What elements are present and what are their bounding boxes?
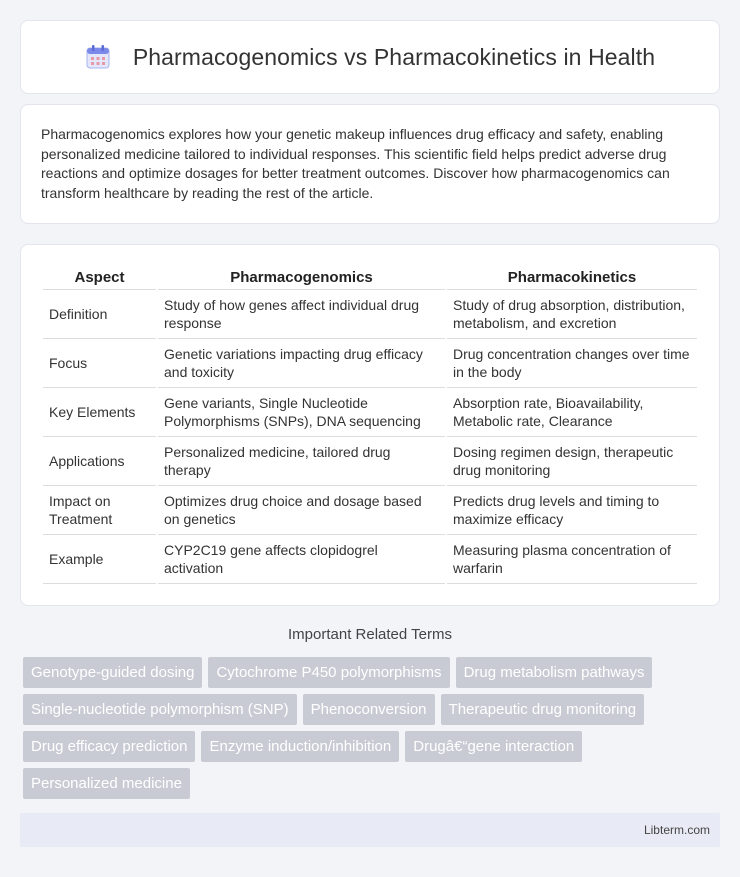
related-terms-list xyxy=(23,657,720,805)
term-tag[interactable]: Personalized medicine xyxy=(23,768,190,799)
term-tag[interactable]: Cytochrome P450 polymorphisms xyxy=(208,657,449,688)
cell-pharmacogenomics: Optimizes drug choice and dosage based on genetics xyxy=(158,486,445,535)
term-tag[interactable]: Therapeutic drug monitoring xyxy=(441,694,645,725)
comparison-table-card xyxy=(20,244,720,606)
cell-aspect: Definition xyxy=(43,290,156,339)
cell-pharmacogenomics: Gene variants, Single Nucleotide Polymorphisms (SNPs), DNA sequencing xyxy=(158,388,445,437)
calendar-icon xyxy=(85,44,111,70)
table-row xyxy=(43,486,697,535)
table-header-row xyxy=(43,265,697,290)
cell-aspect: Example xyxy=(43,535,156,584)
cell-pharmacokinetics: Study of drug absorption, distribution, metabolism, and excretion xyxy=(447,290,697,339)
footer-site-link[interactable]: Libterm.com xyxy=(643,823,710,837)
term-tag[interactable]: Single-nucleotide polymorphism (SNP) xyxy=(23,694,297,725)
table-row xyxy=(43,339,697,388)
table-row xyxy=(43,535,697,584)
cell-pharmacogenomics: CYP2C19 gene affects clopidogrel activation xyxy=(158,535,445,584)
cell-aspect: Impact on Treatment xyxy=(43,486,156,535)
related-terms-title: Important Related Terms xyxy=(288,626,452,643)
footer xyxy=(20,813,720,847)
header-pharmacokinetics: Pharmacokinetics xyxy=(447,265,697,290)
header-pharmacogenomics: Pharmacogenomics xyxy=(158,265,445,290)
table-row xyxy=(43,437,697,486)
page-title: Pharmacogenomics vs Pharmacokinetics in Health xyxy=(132,43,656,70)
header-aspect: Aspect xyxy=(43,265,156,290)
cell-pharmacokinetics: Drug concentration changes over time in the body xyxy=(447,339,697,388)
cell-aspect: Applications xyxy=(43,437,156,486)
intro-card xyxy=(20,104,720,224)
header-card xyxy=(20,20,720,94)
cell-pharmacokinetics: Dosing regimen design, therapeutic drug monitoring xyxy=(447,437,697,486)
term-tag[interactable]: Enzyme induction/inhibition xyxy=(201,731,399,762)
cell-pharmacokinetics: Absorption rate, Bioavailability, Metabolic rate, Clearance xyxy=(447,388,697,437)
term-tag[interactable]: Drugâ€“gene interaction xyxy=(405,731,582,762)
term-tag[interactable]: Phenoconversion xyxy=(303,694,435,725)
cell-pharmacogenomics: Genetic variations impacting drug efficacy and toxicity xyxy=(158,339,445,388)
term-tag[interactable]: Genotype-guided dosing xyxy=(23,657,202,688)
table-row xyxy=(43,388,697,437)
cell-aspect: Key Elements xyxy=(43,388,156,437)
term-tag[interactable]: Drug efficacy prediction xyxy=(23,731,195,762)
intro-text: Pharmacogenomics explores how your genetic makeup influences drug efficacy and safety, enabling personalized medicine tailored to individual responses. This scientific field helps predict adverse drug reactions and optimize dosages for better treatment outcomes. Discover how pharmacogenomics can transform healthcare by reading the rest of the article. xyxy=(41,126,670,201)
cell-pharmacokinetics: Measuring plasma concentration of warfarin xyxy=(447,535,697,584)
comparison-table xyxy=(41,265,699,584)
term-tag[interactable]: Drug metabolism pathways xyxy=(456,657,653,688)
cell-pharmacogenomics: Study of how genes affect individual drug response xyxy=(158,290,445,339)
cell-pharmacokinetics: Predicts drug levels and timing to maximize efficacy xyxy=(447,486,697,535)
table-row xyxy=(43,290,697,339)
cell-aspect: Focus xyxy=(43,339,156,388)
cell-pharmacogenomics: Personalized medicine, tailored drug therapy xyxy=(158,437,445,486)
